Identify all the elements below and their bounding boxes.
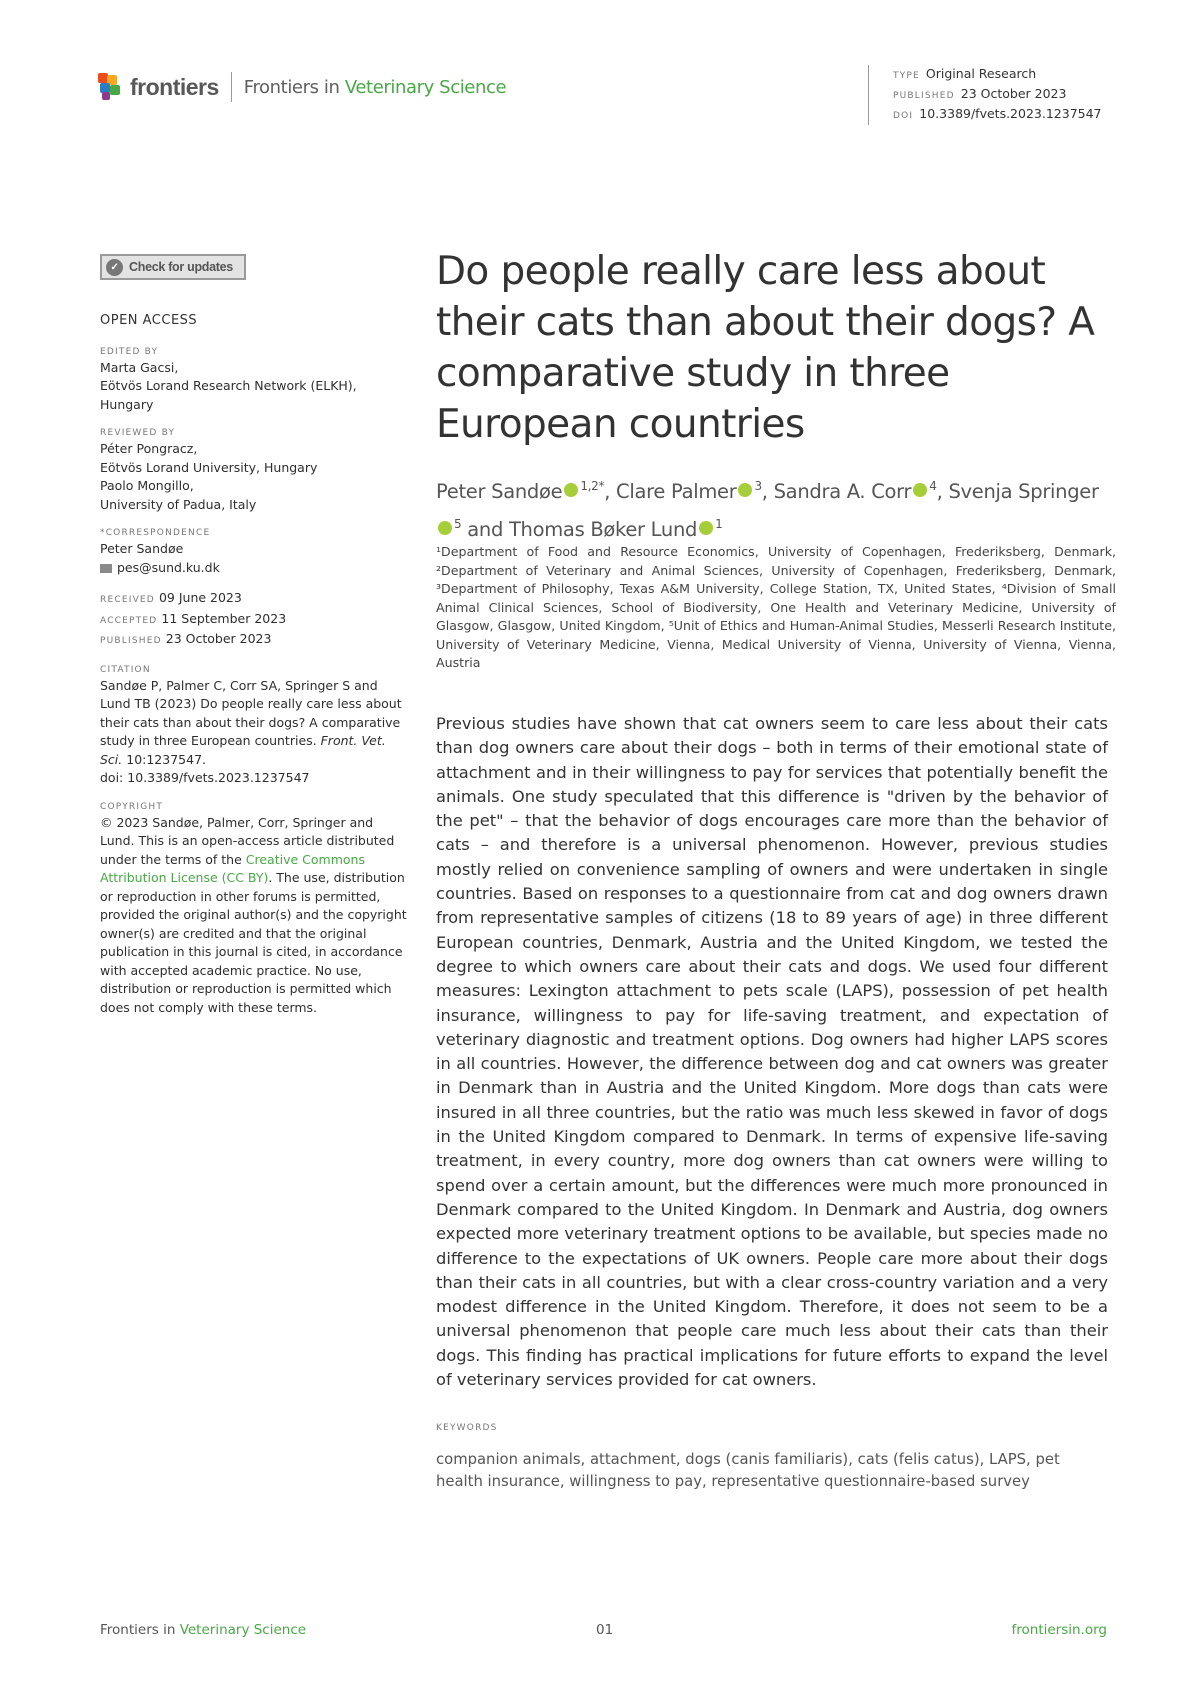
author: Thomas Bøker Lund bbox=[508, 518, 698, 541]
dates: RECEIVED 09 June 2023 ACCEPTED 11 September 2023 PUBLISHED 23 October 2023 bbox=[100, 590, 287, 646]
cc-by-link[interactable]: Creative Commons Attribution License (CC BY) bbox=[100, 851, 365, 885]
sidebar bbox=[100, 254, 410, 1017]
reviewed-by: Péter Pongracz, Eötvös Lorand University, Hungary Paolo Mongillo, University of Padua, Italy bbox=[100, 441, 318, 512]
keywords-label: KEYWORDS bbox=[436, 1423, 498, 1433]
author-list: Peter Sandøe $^{1,2*}$, Clare Palmer $^3$, Sandra A. Corr $^4$, Svenja Springer$^5$ and Thomas Bøker Lund $^1$ bbox=[436, 479, 1099, 541]
orcid-icon[interactable] bbox=[564, 483, 578, 497]
page-number: 01 bbox=[596, 1622, 614, 1638]
frontiers-wordmark: frontiers bbox=[130, 73, 219, 100]
keywords: companion animals, attachment, dogs (canis familiaris), cats (felis catus), LAPS, pet health insurance, willingness to pay, representative questionnaire-based survey bbox=[436, 1451, 1060, 1490]
author: Peter Sandøe bbox=[436, 480, 563, 503]
article-title: Do people really care less about their cats than about their dogs? A comparative study in three European countries bbox=[436, 249, 1095, 447]
author: Svenja Springer bbox=[948, 480, 1099, 503]
correspondence-label: *CORRESPONDENCE bbox=[100, 528, 211, 538]
copyright: © 2023 Sandøe, Palmer, Corr, Springer and Lund. This is an open-access article distributed under the terms of the Creative Commons Attribution License (CC BY). The use, distribution or reproduction in other forums is permitted, provided the original author(s) and the copyright owner(s) are credited and that the original publication in this journal is cited, in accordance with accepted academic practice. No use, distribution or reproduction is permitted which does not comply with these terms. bbox=[100, 814, 407, 1015]
open-access-label: OPEN ACCESS bbox=[100, 313, 198, 328]
correspondence-name: Peter Sandøe bbox=[100, 541, 184, 556]
footer-site-link[interactable]: frontiersin.org bbox=[1011, 1622, 1107, 1638]
author: Sandra A. Corr bbox=[773, 480, 912, 503]
affiliations: ¹Department of Food and Resource Economics, University of Copenhagen, Frederiksberg, Denmark, ²Department of Veterinary and Animal Sciences, University of Copenhagen, Frederiksberg, Denmark, ³Department of Philosophy, Texas A&M University, College Station, TX, United States, ⁴Division of Small Animal Clinical Sciences, School of Biodiversity, One Health and Veterinary Medicine, University of Glasgow, Glasgow, United Kingdom, ⁵Unit of Ethics and Human-Animal Studies, Messerli Research Institute, University of Veterinary Medicine, Vienna, Medical University of Vienna, University of Vienna, Vienna, Austria bbox=[436, 544, 1116, 670]
article-type: TYPE Original Research bbox=[893, 66, 1037, 81]
orcid-icon[interactable] bbox=[438, 521, 452, 535]
frontiers-logo-icon bbox=[98, 73, 124, 101]
frontiers-logo[interactable] bbox=[98, 70, 506, 104]
journal-name: Frontiers in Veterinary Science bbox=[243, 76, 507, 98]
author: Clare Palmer bbox=[616, 480, 737, 503]
article-meta bbox=[868, 65, 1102, 125]
copyright-label: COPYRIGHT bbox=[100, 801, 164, 812]
reviewed-by-label: REVIEWED BY bbox=[100, 428, 176, 438]
orcid-icon[interactable] bbox=[913, 483, 927, 497]
mail-icon bbox=[100, 564, 112, 573]
citation-label: CITATION bbox=[100, 664, 151, 675]
edited-by-label: EDITED BY bbox=[100, 346, 159, 357]
citation: Sandøe P, Palmer C, Corr SA, Springer S and Lund TB (2023) Do people really care less about their cats than about their dogs? A comparative study in three European countries. Front. Vet. Sci. 10:1237547. doi: 10.3389/fvets.2023.1237547 bbox=[100, 677, 402, 785]
orcid-icon[interactable] bbox=[738, 483, 752, 497]
article-published: PUBLISHED 23 October 2023 bbox=[893, 86, 1067, 101]
check-for-updates-button[interactable]: ✓ Check for updates bbox=[100, 254, 246, 280]
edited-by: Marta Gacsi, Eötvös Lorand Research Network (ELKH), Hungary bbox=[100, 359, 357, 412]
orcid-icon[interactable] bbox=[699, 521, 713, 535]
footer-journal: Frontiers in Veterinary Science bbox=[100, 1622, 307, 1638]
abstract: Previous studies have shown that cat owners seem to care less about their cats than dog owners care about their dogs – both in terms of their emotional state of attachment and in their willingness to pay for services that potentially benefit the animals. One study speculated that this difference is "driven by the behavior of the pet" – that the behavior of dogs encourages care more than the behavior of cats – and therefore is a universal phenomenon. However, previous studies mostly relied on convenience sampling of owners and were undertaken in single countries. Based on responses to a questionnaire from cat and dog owners drawn from representative samples of citizens (18 to 89 years of age) in three different European countries, Denmark, Austria and the United Kingdom, we tested the degree to which owners care about their cats and dogs. We used four different measures: Lexington attachment to pets scale (LAPS), possession of pet health insurance, willingness to pay for life-saving treatment, and expectation of veterinary diagnostic and treatment options. Dog owners had higher LAPS scores in all countries. However, the difference between dog and cat owners was greater in Denmark than in Austria and the United Kingdom. More dogs than cats were insured in all three countries, but the ratio was much less skewed in favor of dogs in the United Kingdom compared to Denmark. In terms of expensive life-saving treatment, in every country, more dog owners than cat owners were willing to spend over a certain amount, but the differences were much more pronounced in Denmark compared to the United Kingdom. In Denmark and Austria, dog owners expected more veterinary treatment options to be available, but species made no difference to the expectations of UK owners. People care more about their dogs than their cats in all countries, but with a clear cross-country variation and a very modest difference in the United Kingdom. Therefore, it does not seem to be a universal phenomenon that people care much less about their cats than their dogs. This finding has practical implications for future efforts to expand the level of veterinary services provided for cat owners. bbox=[436, 714, 1108, 1390]
article-doi: DOI 10.3389/fvets.2023.1237547 bbox=[893, 106, 1102, 121]
update-icon: ✓ bbox=[106, 259, 123, 276]
correspondence-email[interactable]: pes@sund.ku.dk bbox=[100, 559, 410, 578]
logo-divider bbox=[231, 72, 232, 102]
